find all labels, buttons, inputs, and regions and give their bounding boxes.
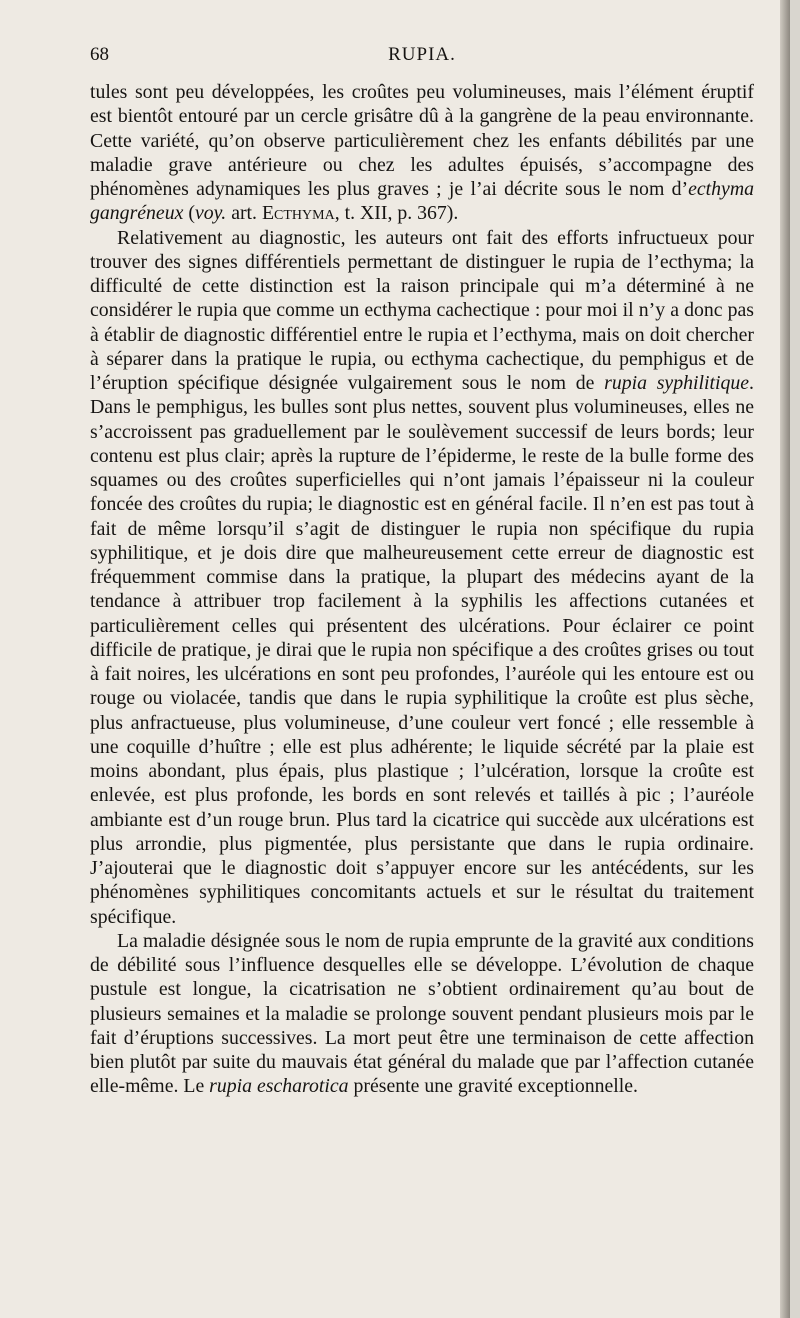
page-edge-shadow: [780, 0, 790, 1318]
text-run: présente une gravité exceptionnelle.: [348, 1075, 638, 1098]
text-run: , t. XII, p. 367).: [334, 202, 459, 225]
italic-term: rupia syphilitique: [604, 372, 750, 394]
paragraph-3: [90, 929, 754, 1099]
text-run: art.: [226, 202, 262, 225]
paragraph-2: [90, 226, 754, 929]
page-number: 68: [90, 44, 109, 65]
text-run: La maladie désignée sous le nom de rupia emprunte de la gravité aux conditions de débilité sous l’influence desquelles elle se développe. L’évolution de chaque pustule est longue, la cicatrisation ne s’obtient ordinairement qu’au bout de plusieurs semaines et la maladie se prolonge souvent pendant plusieurs mois par le fait d’éruptions successives. La mort peut être une terminaison de cette affection bien plutôt par suite du mauvais état général du malade que par l’affection cutanée elle-même. Le: [90, 929, 754, 1098]
text-run: (: [183, 202, 195, 225]
running-title: RUPIA.: [388, 44, 456, 65]
italic-term: rupia escharotica: [209, 1075, 349, 1098]
text-run: Relativement au diagnostic, les auteurs ont fait des efforts infructueux pour trouver des signes différentiels permettant de distinguer le rupia de l’ecthyma; la difficulté de cette distinction est la raison principale qui m’a déterminé à ne considérer le rupia que comme un ecthyma cachectique : pour moi il n’y a donc pas à établir de diagnostic différentiel entre le rupia et l’ecthyma, mais on doit chercher à séparer dans la pratique le rupia, ou ecthyma cachectique, du pemphigus et de l’éruption spécifique désignée vulgairement sous le nom de: [90, 226, 754, 394]
italic-term: ecthyma gangréneux: [90, 178, 754, 225]
paragraph-1: [90, 80, 754, 226]
page-header: [90, 44, 754, 76]
italic-abbrev: voy.: [194, 202, 227, 225]
page-body: [90, 80, 754, 1099]
text-run: tules sont peu développées, les croûtes peu volumineuses, mais l’élément éruptif est bientôt entouré par un cercle grisâtre dû à la gangrène de la peau environnante. Cette variété, qu’on observe particulièrement chez les enfants débilités par une maladie grave antérieure ou chez les adultes épuisés, s’accompagne des phénomènes adynamiques les plus graves ; je l’ai décrite sous le nom d’: [90, 81, 754, 200]
small-caps-reference: Ecthyma: [261, 202, 335, 225]
text-run: . Dans le pemphigus, les bulles sont plus nettes, souvent plus volumineuses, elles ne s’accroissent pas graduellement par le soulèvement successif de leurs bords; leur contenu est plus clair; après la rupture de l’épiderme, le reste de la bulle forme des squames ou des croûtes superficielles qui n’ont jamais l’épaisseur ni la couleur foncée des croûtes du rupia; le diagnostic est en général facile. Il n’en est pas tout à fait de même lorsqu’il s’agit de distinguer le rupia non spécifique du rupia syphilitique, et je dois dire que malheureusement cette erreur de diagnostic est fréquemment commise dans la pratique, la plupart des médecins ayant de la tendance à attribuer trop facilement à la syphilis les affections cutanées et particulièrement celles qui présentent des ulcérations. Pour éclairer ce point difficile de pratique, je dirai que le rupia non spécifique a des croûtes grises ou tout à fait noires, les ulcérations en sont peu profondes, l’auréole qui les entoure est ou rouge ou violacée, tandis que dans le rupia syphilitique la croûte est plus sèche, plus anfractueuse, plus volumineuse, d’une couleur vert foncé ; elle ressemble à une coquille d’huître ; elle est plus adhérente; le liquide sécrété par la plaie est moins abondant, plus épais, plus plastique ; l’ulcération, lorsque la croûte est enlevée, est plus profonde, les bords en sont relevés et taillés à pic ; l’auréole ambiante est d’un rouge brun. Plus tard la cicatrice qui succède aux ulcérations est plus arrondie, plus pigmentée, plus persistante que dans le rupia ordinaire. J’ajouterai que le diagnostic doit s’appuyer encore sur les antécédents, sur les phénomènes syphilitiques concomitants actuels et sur le résultat du traitement spécifique.: [90, 372, 754, 928]
